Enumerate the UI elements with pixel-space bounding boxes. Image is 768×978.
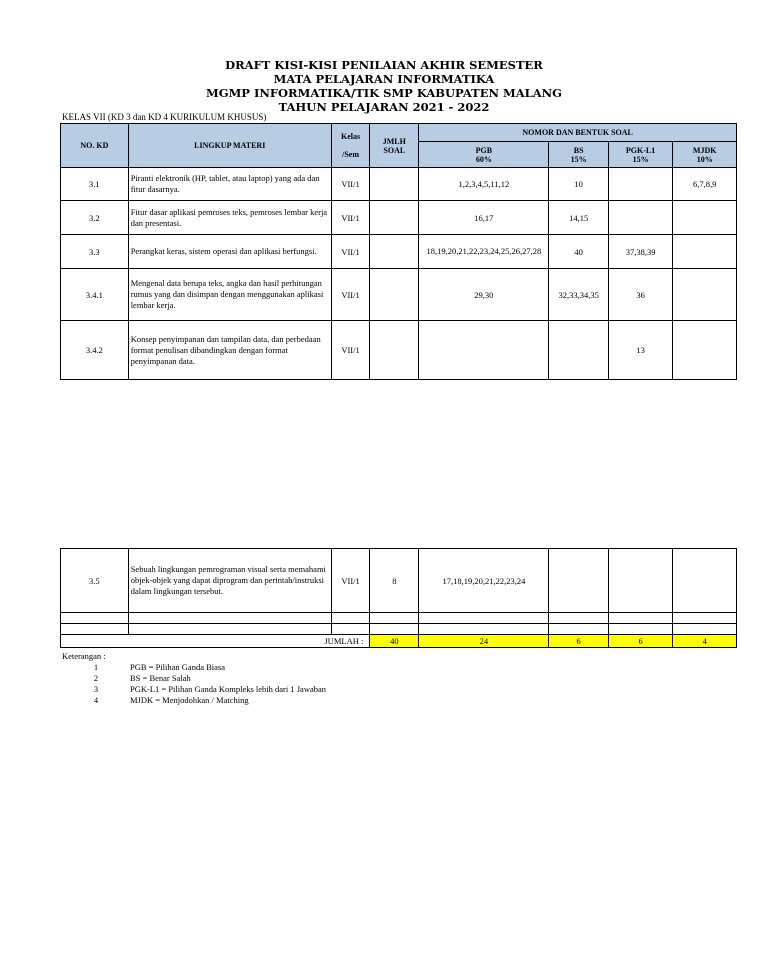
total-pgb: 24 [419,635,549,648]
total-jumlah: 40 [370,635,419,648]
total-pgk: 6 [608,635,673,648]
document-title-4: TAHUN PELAJARAN 2021 - 2022 [278,100,490,114]
cell-jumlah [370,168,419,201]
cell-kd: 3.4.1 [61,269,129,321]
cell-kelas: VII/1 [331,168,370,201]
cell-materi: Fitur dasar aplikasi pemroses teks, pemroses lembar kerja dan presentasi. [128,201,331,235]
notes-section [62,651,326,706]
kisi-kisi-table-continued [60,548,737,648]
cell-bs: 14,15 [549,201,608,235]
cell-mjdk [673,269,737,321]
totals-row [61,635,737,648]
totals-label: JUMLAH : [61,635,370,648]
header-pgb: PGB 60% [419,142,549,168]
cell-bs [549,549,608,613]
header-mjdk: MJDK 10% [673,142,737,168]
note-item: 4 MJDK = Menjodohkan / Matching [93,695,249,705]
empty-row [61,624,737,635]
cell-jumlah [370,201,419,235]
cell-kelas: VII/1 [331,549,370,613]
cell-pgk [608,549,673,613]
cell-jumlah [370,235,419,269]
cell-kd: 3.4.2 [61,321,129,380]
cell-pgb [419,321,549,380]
cell-bs: 40 [549,235,608,269]
cell-kd: 3.3 [61,235,129,269]
table-row [61,269,737,321]
document-title-1: DRAFT KISI-KISI PENILAIAN AKHIR SEMESTER [225,58,543,72]
cell-pgb: 1,2,3,4,5,11,12 [419,168,549,201]
cell-pgb: 16,17 [419,201,549,235]
table-row [61,321,737,380]
cell-pgk: 37,38,39 [608,235,673,269]
cell-materi: Piranti elektronik (HP, tablet, atau laptop) yang ada dan fitur dasarnya. [128,168,331,201]
empty-row [61,613,737,624]
cell-pgb: 17,18,19,20,21,22,23,24 [419,549,549,613]
cell-pgb: 29,30 [419,269,549,321]
cell-mjdk [673,235,737,269]
note-item: 1 PGB = Pilihan Ganda Biasa [93,662,225,672]
note-item: 3 PGK-L1 = Pilihan Ganda Kompleks lebih dari 1 Jawaban [93,684,327,694]
cell-pgk: 36 [608,269,673,321]
header-pgk: PGK-L1 15% [608,142,673,168]
cell-kelas: VII/1 [331,235,370,269]
kisi-kisi-table [60,123,737,380]
cell-bs [549,321,608,380]
table-row [61,201,737,235]
cell-pgb: 18,19,20,21,22,23,24,25,26,27,28 [419,235,549,269]
header-nomor-bentuk-soal: NOMOR DAN BENTUK SOAL [419,124,737,142]
header-jumlah-soal: JMLH SOAL [370,124,419,168]
document-title-2: MATA PELAJARAN INFORMATIKA [273,72,495,86]
cell-pgk: 13 [608,321,673,380]
notes-heading: Keterangan : [62,651,106,661]
header-lingkup-materi: LINGKUP MATERI [128,124,331,168]
class-subtitle: KELAS VII (KD 3 dan KD 4 KURIKULUM KHUSUS) [62,112,267,122]
cell-materi: Mengenal data berupa teks, angka dan hasil perhitungan rumus yang dan disimpan dengan menggunakan aplikasi lembar kerja. [128,269,331,321]
header-no-kd: NO. KD [61,124,129,168]
cell-mjdk [673,201,737,235]
table-row [61,168,737,201]
cell-kelas: VII/1 [331,321,370,380]
cell-kd: 3.5 [61,549,129,613]
cell-materi: Sebuah lingkungan pemrograman visual serta memahami objek-objek yang dapat diprogram dan perintah/instruksi dalam lingkungan tersebut. [128,549,331,613]
note-item: 2 BS = Benar Salah [93,673,191,683]
total-bs: 6 [549,635,608,648]
cell-mjdk [673,321,737,380]
cell-pgk [608,201,673,235]
table-row [61,549,737,613]
cell-kd: 3.1 [61,168,129,201]
cell-bs: 32,33,34,35 [549,269,608,321]
cell-mjdk: 6,7,8,9 [673,168,737,201]
total-mjdk: 4 [673,635,737,648]
cell-materi: Konsep penyimpanan dan tampilan data, dan perbedaan format penulisan dibandingkan dengan format penyimpanan data. [128,321,331,380]
cell-kd: 3.2 [61,201,129,235]
document-title-3: MGMP INFORMATIKA/TIK SMP KABUPATEN MALANG [206,86,562,100]
header-kelas: Kelas /Sem [331,124,370,168]
cell-jumlah: 8 [370,549,419,613]
cell-pgk [608,168,673,201]
table-row [61,235,737,269]
cell-materi: Perangkat keras, sistem operasi dan aplikasi berfungsi. [128,235,331,269]
cell-bs: 10 [549,168,608,201]
cell-kelas: VII/1 [331,269,370,321]
cell-jumlah [370,269,419,321]
header-bs: BS 15% [549,142,608,168]
cell-mjdk [673,549,737,613]
cell-jumlah [370,321,419,380]
cell-kelas: VII/1 [331,201,370,235]
